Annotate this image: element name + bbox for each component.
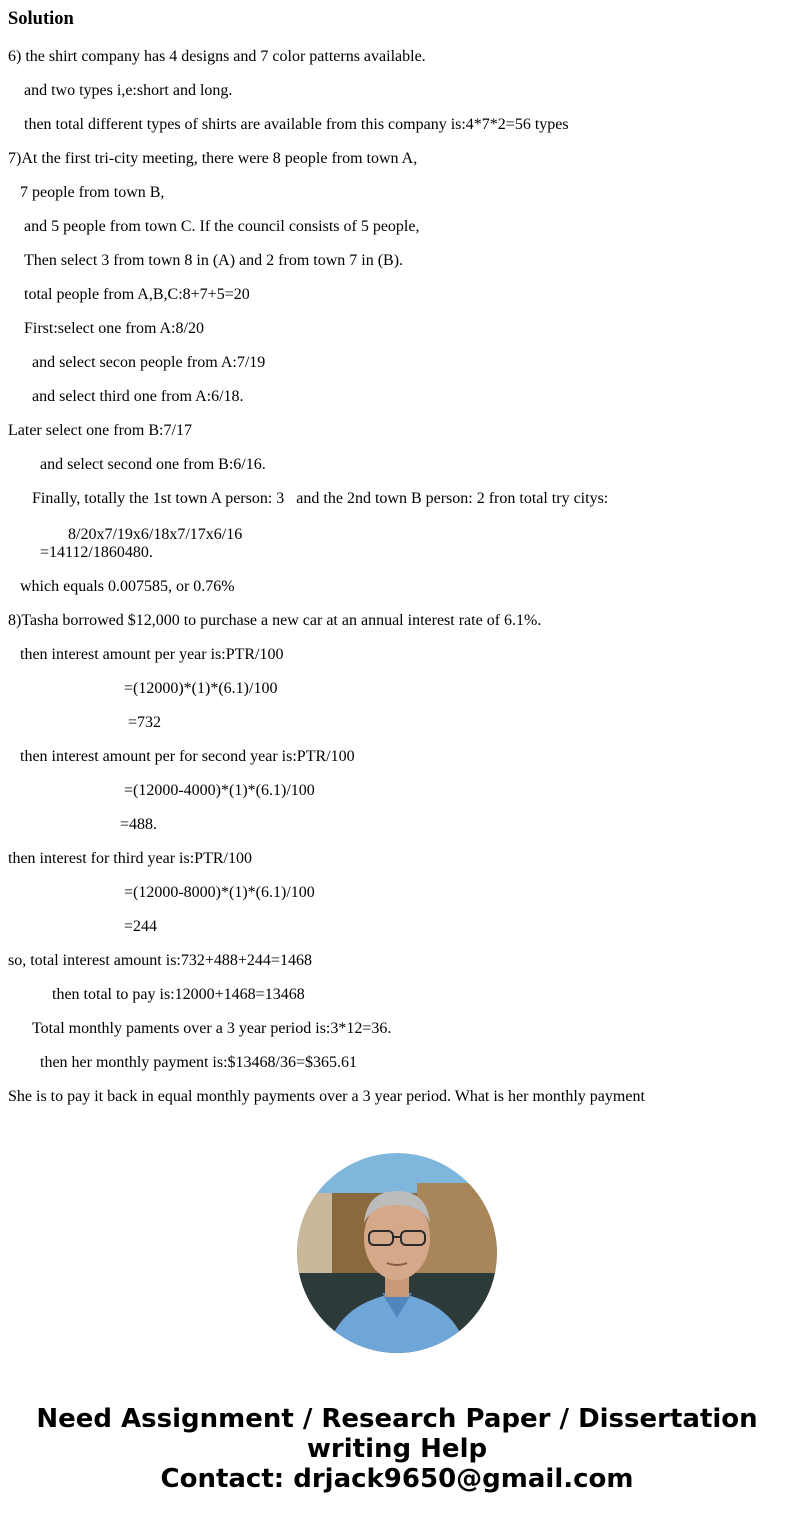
text-line: =244 [124, 918, 158, 935]
banner-line: Need Assignment / Research Paper / Dissertation [36, 1404, 758, 1434]
text-line: and 5 people from town C. If the council consists of 5 people, [24, 218, 420, 235]
text-line: Total monthly paments over a 3 year period is:3*12=36. [32, 1020, 392, 1037]
text-line: then interest for third year is:PTR/100 [8, 850, 252, 867]
text-line: =488. [120, 816, 158, 833]
text-line: =(12000-8000)*(1)*(6.1)/100 [124, 884, 315, 901]
text-line: =(12000-4000)*(1)*(6.1)/100 [124, 782, 315, 799]
text-line: then interest amount per for second year is:PTR/100 [20, 748, 355, 765]
contact-email: Contact: drjack9650@gmail.com [160, 1464, 634, 1494]
text-line: and two types i,e:short and long. [24, 82, 233, 99]
text-line: 7 people from town B, [20, 184, 165, 201]
author-photo [297, 1153, 497, 1353]
text-line: Then select 3 from town 8 in (A) and 2 from town 7 in (B). [24, 252, 404, 269]
text-line: and select third one from A:6/18. [32, 388, 244, 405]
text-line: then interest amount per year is:PTR/100 [20, 646, 284, 663]
text-line: =(12000)*(1)*(6.1)/100 [124, 680, 278, 697]
text-line: 6) the shirt company has 4 designs and 7 color patterns available. [8, 48, 426, 65]
text-line: so, total interest amount is:732+488+244=1468 [8, 952, 312, 969]
text-line: then total different types of shirts are available from this company is:4*7*2=56 types [24, 116, 569, 133]
text-line: 8/20x7/19x6/18x7/17x6/16 [68, 526, 243, 543]
banner-line: writing Help [306, 1434, 488, 1464]
text-line: Later select one from B:7/17 [8, 422, 192, 439]
text-line: then total to pay is:12000+1468=13468 [52, 986, 305, 1003]
text-line: Finally, totally the 1st town A person: 3 and the 2nd town B person: 2 fron total try citys: [32, 490, 609, 507]
page-title: Solution [8, 9, 74, 29]
text-line: and select secon people from A:7/19 [32, 354, 266, 371]
text-line: =732 [128, 714, 162, 731]
text-line: then her monthly payment is:$13468/36=$365.61 [40, 1054, 357, 1071]
text-line: and select second one from B:6/16. [40, 456, 266, 473]
text-line: =14112/1860480. [40, 544, 153, 561]
text-line: 8)Tasha borrowed $12,000 to purchase a new car at an annual interest rate of 6.1%. [8, 612, 542, 629]
text-line: First:select one from A:8/20 [24, 320, 204, 337]
text-line: total people from A,B,C:8+7+5=20 [24, 286, 250, 303]
text-line: which equals 0.007585, or 0.76% [20, 578, 235, 595]
contact-banner [0, 1404, 794, 1494]
text-line: 7)At the first tri-city meeting, there were 8 people from town A, [8, 150, 418, 167]
text-line: She is to pay it back in equal monthly payments over a 3 year period. What is her monthly payment [8, 1088, 645, 1105]
